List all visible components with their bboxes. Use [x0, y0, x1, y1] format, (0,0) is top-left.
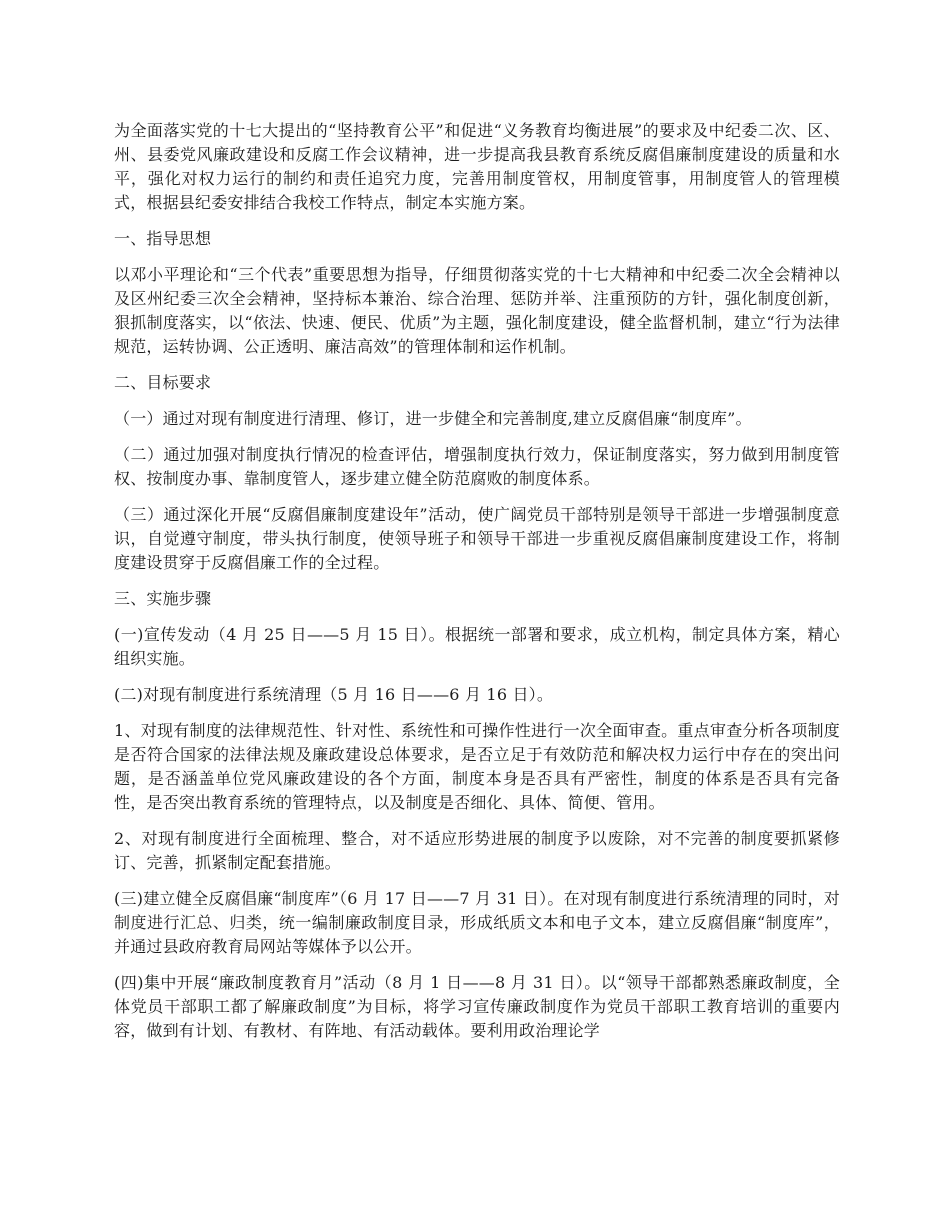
intro-paragraph: 为全面落实党的十七大提出的“坚持教育公平”和促进“义务教育均衡进展”的要求及中纪委二次、区、州、县委党风廉政建设和反腐工作会议精神，进一步提高我县教育系统反腐倡廉制度建设的质量和水平，强化对权力运行的制约和责任追究力度，完善用制度管权，用制度管事，用制度管人的管理模式，根据县纪委安排结合我校工作特点，制定本实施方案。 — [114, 121, 840, 212]
step-3-paragraph: (三)建立健全反腐倡廉“制度库”（6 月 17 日——7 月 31 日）。在对现有制度进行系统清理的同时，对制度进行汇总、归类，统一编制廉政制度目录，形成纸质文本和电子文本，建立反腐倡廉“制度库”，并通过县政府教育局网站等媒体予以公开。 — [114, 889, 840, 956]
section-heading-guiding-ideology: 一、指导思想 — [114, 229, 212, 248]
step-2-point-1: 1、对现有制度的法律规范性、针对性、系统性和可操作性进行一次全面审查。重点审查分析各项制度是否符合国家的法律法规及廉政建设总体要求，是否立足于有效防范和解决权力运行中存在的突出问题，是否涵盖单位党风廉政建设的各个方面，制度本身是否具有严密性，制度的体系是否具有完备性，是否突出教育系统的管理特点，以及制度是否细化、具体、简便、管用。 — [114, 721, 840, 812]
goal-item-2: （二）通过加强对制度执行情况的检查评估，增强制度执行效力，保证制度落实，努力做到用制度管权、按制度办事、靠制度管人，逐步建立健全防范腐败的制度体系。 — [114, 445, 840, 488]
goal-item-1: （一）通过对现有制度进行清理、修订，进一步健全和完善制度,建立反腐倡廉“制度库”。 — [114, 409, 752, 428]
document-page — [114, 119, 840, 1055]
step-2-point-2: 2、对现有制度进行全面梳理、整合，对不适应形势进展的制度予以废除，对不完善的制度要抓紧修订、完善，抓紧制定配套措施。 — [114, 829, 840, 872]
step-1-paragraph: (一)宣传发动（4 月 25 日——5 月 15 日）。根据统一部署和要求，成立机构，制定具体方案，精心组织实施。 — [114, 625, 840, 668]
goal-item-3: （三）通过深化开展“反腐倡廉制度建设年”活动，使广阔党员干部特别是领导干部进一步增强制度意识，自觉遵守制度，带头执行制度，使领导班子和领导干部进一步重视反腐倡廉制度建设工作，将制度建设贯穿于反腐倡廉工作的全过程。 — [114, 505, 840, 572]
guiding-ideology-paragraph: 以邓小平理论和“三个代表”重要思想为指导，仔细贯彻落实党的十七大精神和中纪委二次全会精神以及区州纪委三次全会精神，坚持标本兼治、综合治理、惩防并举、注重预防的方针，强化制度创新，狠抓制度落实，以“依法、快速、便民、优质”为主题，强化制度建设，健全监督机制，建立“行为法律规范，运转协调、公正透明、廉洁高效”的管理体制和运作机制。 — [114, 265, 840, 356]
section-heading-steps: 三、实施步骤 — [114, 589, 212, 608]
step-4-paragraph: (四)集中开展“廉政制度教育月”活动（8 月 1 日——8 月 31 日）。以“领导干部都熟悉廉政制度，全体党员干部职工都了解廉政制度”为目标，将学习宣传廉政制度作为党员干部职工教育培训的重要内容，做到有计划、有教材、有阵地、有活动载体。要利用政治理论学 — [114, 973, 840, 1040]
section-heading-goals: 二、目标要求 — [114, 373, 212, 392]
step-2-paragraph: (二)对现有制度进行系统清理（5 月 16 日——6 月 16 日）。 — [114, 685, 554, 704]
